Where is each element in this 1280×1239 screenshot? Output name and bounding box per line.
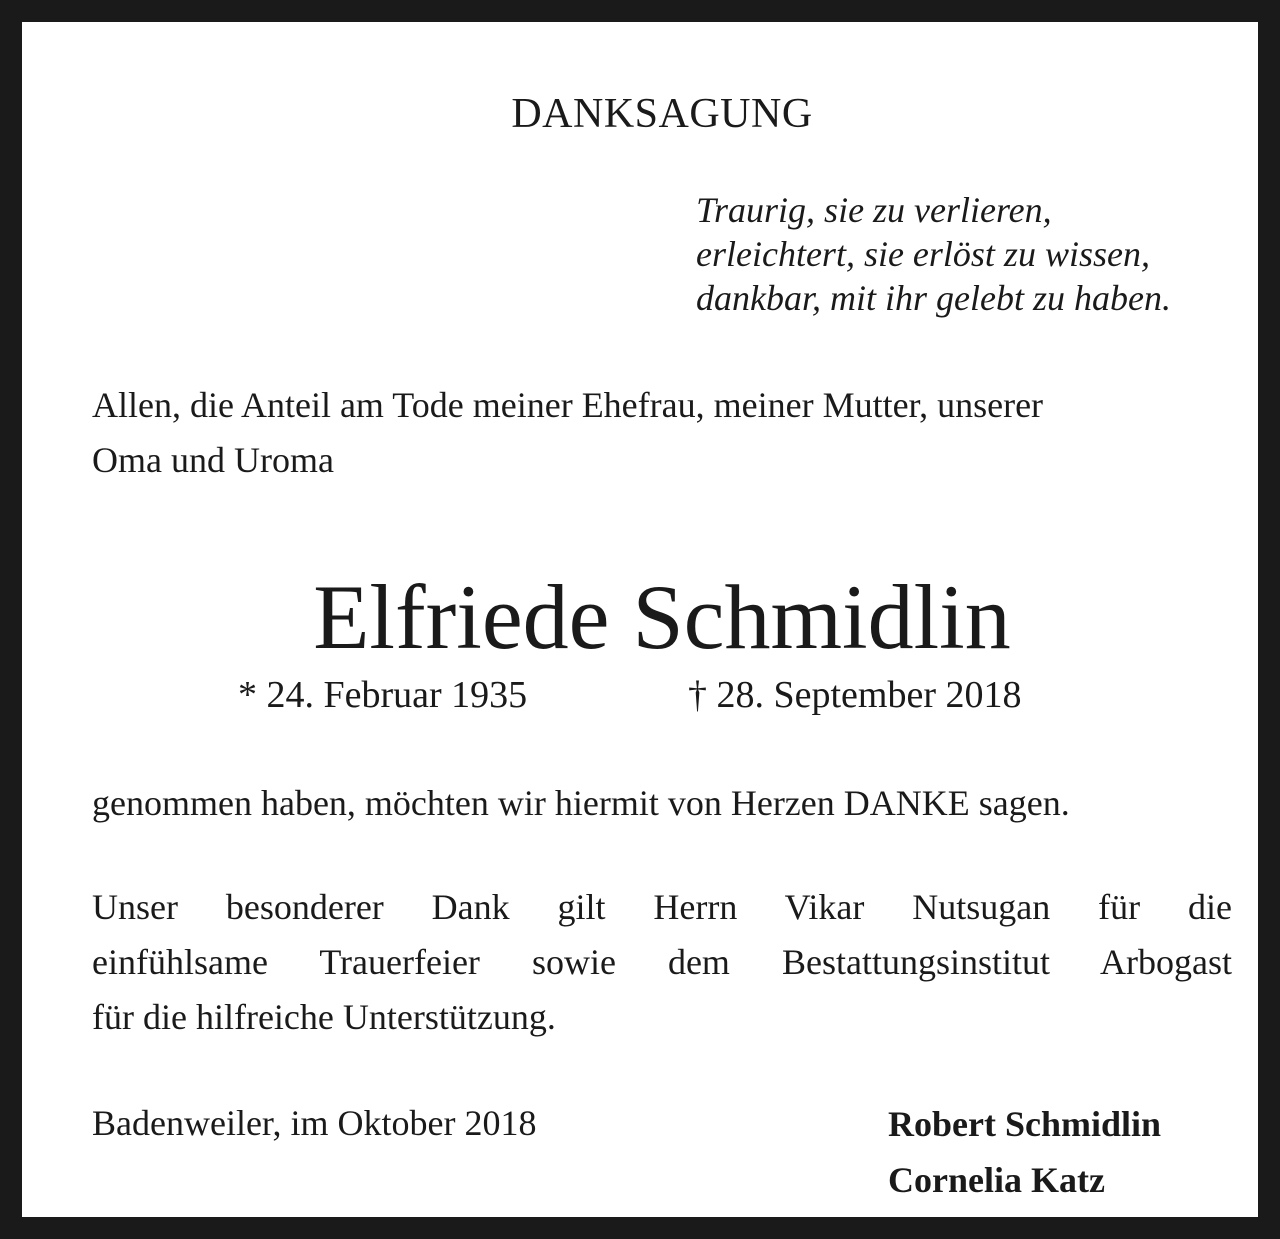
poem-line: Traurig, sie zu verlieren,: [696, 190, 1052, 230]
intro-line: Allen, die Anteil am Tode meiner Ehefrau, meiner Mutter, unserer: [92, 385, 1044, 425]
poem-line: erleichtert, sie erlöst zu wissen,: [696, 234, 1150, 274]
special-thanks-line: einfühlsame Trauerfeier sowie dem Bestattungsinstitut Arbogast: [92, 942, 1232, 982]
special-thanks-line: Unser besonderer Dank gilt Herrn Vikar Nutsugan für die: [92, 887, 1232, 927]
notice-heading: DANKSAGUNG: [511, 91, 813, 137]
special-thanks-paragraph: [92, 880, 1232, 1045]
birth-date: * 24. Februar 1935: [238, 674, 528, 716]
intro-line: Oma und Uroma: [92, 440, 334, 480]
poem: [696, 188, 1171, 320]
special-thanks-line: für die hilfreiche Unterstützung.: [92, 997, 556, 1037]
signers: [888, 1096, 1161, 1208]
signer-name: Cornelia Katz: [888, 1160, 1105, 1200]
signer-name: Robert Schmidlin: [888, 1104, 1162, 1144]
deceased-name: Elfriede Schmidlin: [313, 566, 1011, 668]
place-date: Badenweiler, im Oktober 2018: [92, 1103, 537, 1143]
intro-paragraph: [92, 378, 1232, 488]
death-date: † 28. September 2018: [688, 674, 1022, 716]
poem-line: dankbar, mit ihr gelebt zu haben.: [696, 278, 1171, 318]
thanks-line: genommen haben, möchten wir hiermit von Herzen DANKE sagen.: [92, 783, 1070, 823]
